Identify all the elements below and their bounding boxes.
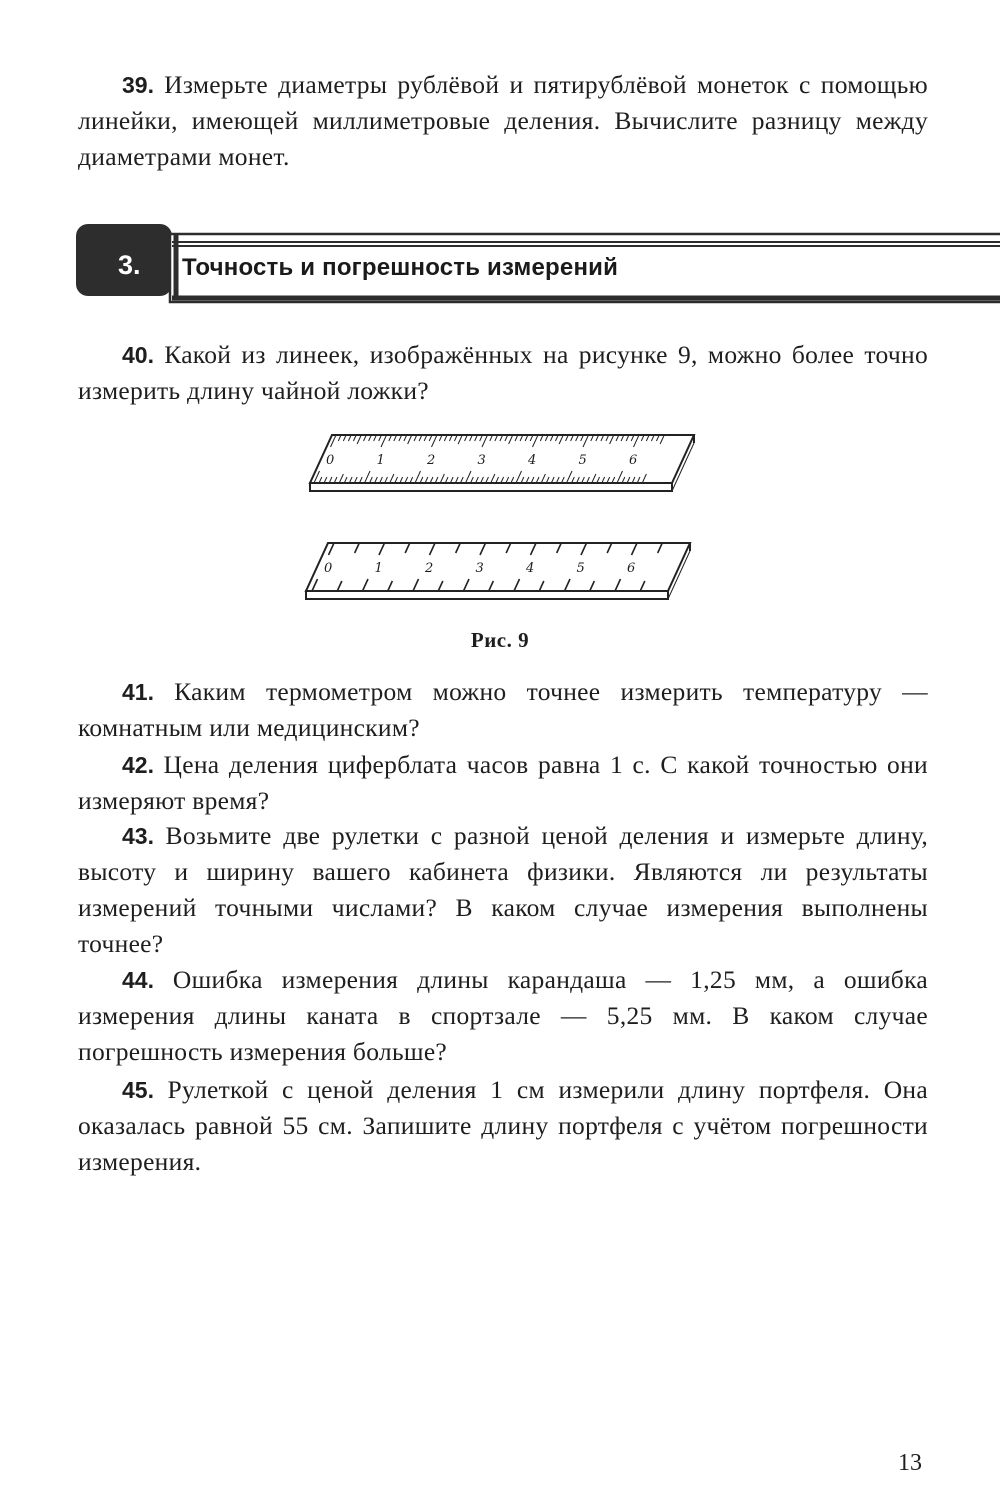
ruler-edge bbox=[306, 591, 668, 599]
problem-text: Ошибка измерения длины карандаша — 1,25 мм, а ошибка измерения длины каната в спортзале — 5,25 мм. В каком случае погрешность измерения больше? bbox=[78, 965, 928, 1066]
problem-45 bbox=[78, 1072, 928, 1180]
rulers-illustration bbox=[300, 425, 700, 615]
ruler-label: 2 bbox=[424, 561, 434, 576]
problem-41 bbox=[78, 674, 928, 746]
problem-39 bbox=[78, 67, 928, 175]
problem-text: Цена деления циферблата часов равна 1 с. С какой точностью они измеряют время? bbox=[78, 750, 928, 815]
ruler-label: 1 bbox=[374, 561, 383, 576]
page-number: 13 bbox=[898, 1450, 922, 1476]
ruler-label: 5 bbox=[578, 453, 587, 468]
problem-40 bbox=[78, 337, 928, 409]
ruler-label: 5 bbox=[576, 561, 585, 576]
problem-number: 45. bbox=[122, 1077, 154, 1103]
problem-number: 39. bbox=[122, 72, 154, 98]
problem-number: 40. bbox=[122, 342, 154, 368]
figure-caption: Рис. 9 bbox=[470, 628, 530, 652]
problem-43 bbox=[78, 818, 928, 962]
ruler-label: 4 bbox=[527, 453, 537, 468]
ruler-label: 0 bbox=[325, 453, 335, 468]
ruler-millimeter bbox=[310, 435, 694, 491]
ruler-label: 3 bbox=[475, 561, 484, 576]
ruler-label: 3 bbox=[477, 453, 486, 468]
section-header bbox=[76, 224, 1000, 304]
problem-text: Каким термометром можно точнее измерить температуру — комнатным или медицинским? bbox=[78, 677, 928, 742]
problem-42 bbox=[78, 747, 928, 819]
problem-text: Возьмите две рулетки с разной ценой деления и измерьте длину, высоту и ширину вашего кабинета физики. Являются ли результаты измерений точными числами? В каком случае измерения выполнены точнее? bbox=[78, 821, 928, 958]
problem-number: 43. bbox=[122, 823, 154, 849]
problem-number: 42. bbox=[122, 752, 154, 778]
problem-number: 41. bbox=[122, 679, 154, 705]
ruler-edge bbox=[310, 483, 672, 491]
problem-text: Рулеткой с ценой деления 1 см измерили длину портфеля. Она оказалась равной 55 см. Запишите длину портфеля с учётом погрешности измерения. bbox=[78, 1075, 928, 1176]
ruler-half-centimeter bbox=[306, 543, 690, 599]
section-number: 3. bbox=[118, 250, 141, 280]
ruler-label: 1 bbox=[376, 453, 385, 468]
ruler-label: 0 bbox=[323, 561, 333, 576]
problem-text: Измерьте диаметры рублёвой и пятирублёвой монеток с помощью линейки, имеющей миллиметровые деления. Вычислите разницу между диаметрами монет. bbox=[78, 70, 928, 171]
figure-9-rulers bbox=[300, 425, 700, 615]
problem-44 bbox=[78, 962, 928, 1070]
ruler-label: 6 bbox=[628, 453, 638, 468]
problem-text: Какой из линеек, изображённых на рисунке 9, можно более точно измерить длину чайной ложки? bbox=[78, 340, 928, 405]
ruler-label: 6 bbox=[626, 561, 636, 576]
problem-number: 44. bbox=[122, 967, 154, 993]
ruler-label: 4 bbox=[525, 561, 535, 576]
section-title: Точность и погрешность измерений bbox=[182, 254, 619, 281]
ruler-label: 2 bbox=[426, 453, 436, 468]
